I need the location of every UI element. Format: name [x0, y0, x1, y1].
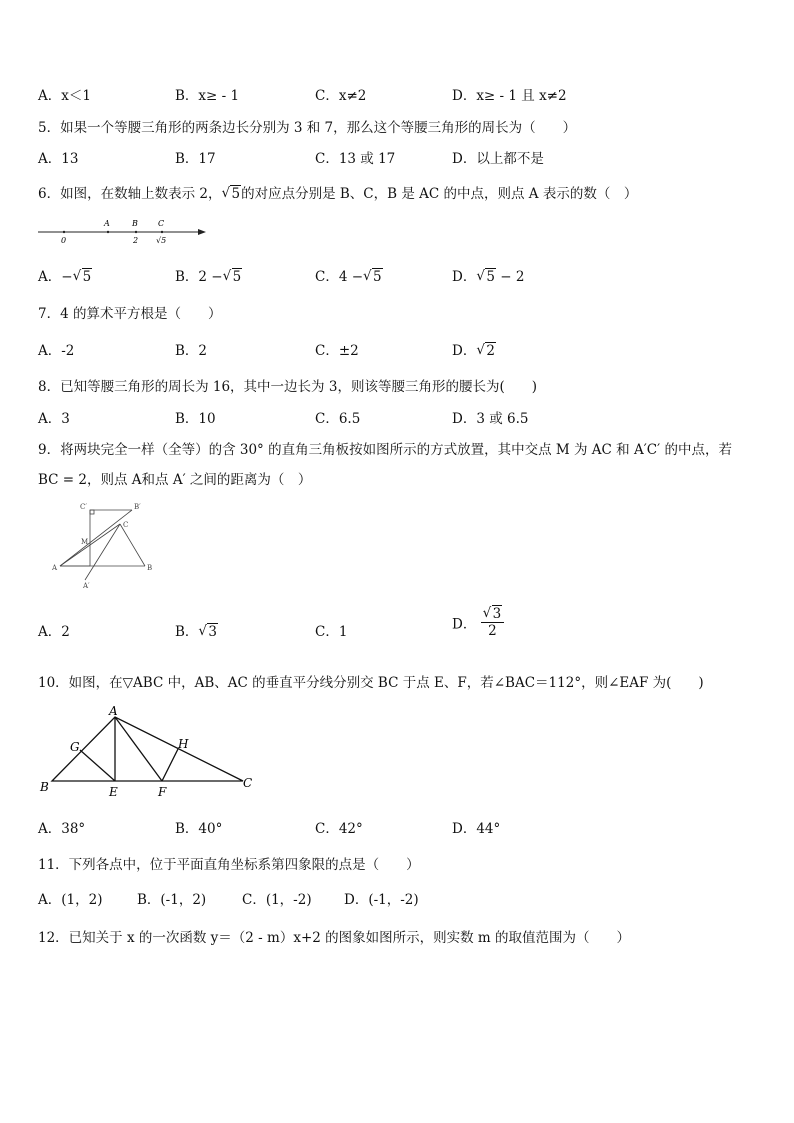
- q10-label-c: C: [243, 776, 253, 790]
- q9-option-d: D． √ $\frac{3}{2}$: [452, 606, 504, 639]
- q6-label-a: A: [104, 219, 110, 228]
- q11-option-d: D．(-1，-2): [344, 892, 419, 908]
- q10-stem: 10．如图，在▽ABC 中，AB、AC 的垂直平分线分别交 BC 于点 E、F，若∠BAC＝112°，则∠EAF 为( ): [38, 675, 704, 691]
- q6-option-a: A．−√ 5: [38, 265, 92, 285]
- q11-option-a: A．(1，2): [38, 892, 103, 908]
- q7-option-c: C．±2: [315, 343, 359, 359]
- q9-label-cprime: C′: [80, 503, 87, 511]
- q5-option-a: A．13: [38, 151, 79, 167]
- q9-label-bprime: B′: [134, 503, 141, 511]
- q7-option-d: D．√ 2: [452, 339, 496, 359]
- q9-option-b: B．√ 3: [175, 620, 218, 640]
- q10-label-b: B: [40, 780, 49, 794]
- q4-option-d: D．x≥ - 1 且 x≠2: [452, 88, 567, 104]
- q4-option-a: A．x＜1: [38, 88, 91, 104]
- q10-option-a: A．38°: [38, 821, 86, 837]
- q10-triangle-figure: [38, 703, 263, 803]
- q10-label-g: G: [70, 740, 80, 754]
- q10-option-b: B．40°: [175, 821, 223, 837]
- q10-label-e: E: [109, 785, 118, 799]
- q6-label-b: B: [132, 219, 138, 228]
- q9-label-c: C: [123, 521, 129, 529]
- q10-label-f: F: [158, 785, 167, 799]
- q9-option-a: A．2: [38, 624, 70, 640]
- q9-stem-line1: 9．将两块完全一样（全等）的含 30° 的直角三角板按如图所示的方式放置，其中交点 M 为 AC 和 A′C′ 的中点，若: [38, 442, 732, 458]
- q8-option-b: B．10: [175, 411, 216, 427]
- q5-option-b: B．17: [175, 151, 216, 167]
- q10-option-c: C．42°: [315, 821, 363, 837]
- q12-stem: 12．已知关于 x 的一次函数 y＝（2 - m）x+2 的图象如图所示，则实数 m 的取值范围为（ ）: [38, 930, 631, 946]
- q7-option-a: A．-2: [38, 343, 75, 359]
- q9-option-c: C．1: [315, 624, 348, 640]
- q6-number-line: [36, 215, 211, 247]
- q6-label-0: 0: [61, 236, 67, 245]
- q7-stem: 7．4 的算术平方根是（ ）: [38, 306, 222, 322]
- q6-label-sqrt5: √5: [156, 236, 167, 245]
- q4-option-b: B．x≥ - 1: [175, 88, 240, 104]
- q10-label-a: A: [109, 704, 118, 718]
- q9-label-m: M: [81, 538, 89, 546]
- q6-label-c: C: [158, 219, 165, 228]
- q5-option-c: C．13 或 17: [315, 151, 396, 167]
- q6-label-2: 2: [133, 236, 139, 245]
- q6-stem: 6．如图，在数轴上数表示 2，√ 5的对应点分别是 B、C，B 是 AC 的中点，则点 A 表示的数（ ）: [38, 182, 637, 202]
- q6-option-b: B．2 −√ 5: [175, 265, 242, 285]
- q10-label-h: H: [178, 737, 189, 751]
- q9-label-a: A: [52, 564, 58, 572]
- q9-triangle-figure: [50, 500, 160, 595]
- q11-option-b: B．(-1，2): [137, 892, 207, 908]
- q8-option-a: A．3: [38, 411, 70, 427]
- q4-option-c: C．x≠2: [315, 88, 367, 104]
- q9-stem-line2: BC = 2，则点 A和点 A′ 之间的距离为（ ）: [38, 472, 312, 488]
- q7-option-b: B．2: [175, 343, 208, 359]
- q9-label-b: B: [147, 564, 153, 572]
- q8-option-d: D．3 或 6.5: [452, 411, 529, 427]
- q9-label-aprime: A′: [83, 582, 90, 590]
- q5-option-d: D．以上都不是: [452, 151, 544, 167]
- q11-option-c: C．(1，-2): [242, 892, 312, 908]
- q11-stem: 11．下列各点中，位于平面直角坐标系第四象限的点是（ ）: [38, 857, 420, 873]
- q10-option-d: D．44°: [452, 821, 501, 837]
- q6-option-d: D．√ 5 − 2: [452, 265, 524, 285]
- q6-option-c: C．4 −√ 5: [315, 265, 383, 285]
- q8-option-c: C．6.5: [315, 411, 361, 427]
- q8-stem: 8．已知等腰三角形的周长为 16，其中一边长为 3，则该等腰三角形的腰长为( ): [38, 379, 537, 395]
- q5-stem: 5．如果一个等腰三角形的两条边长分别为 3 和 7，那么这个等腰三角形的周长为（ ）: [38, 120, 577, 136]
